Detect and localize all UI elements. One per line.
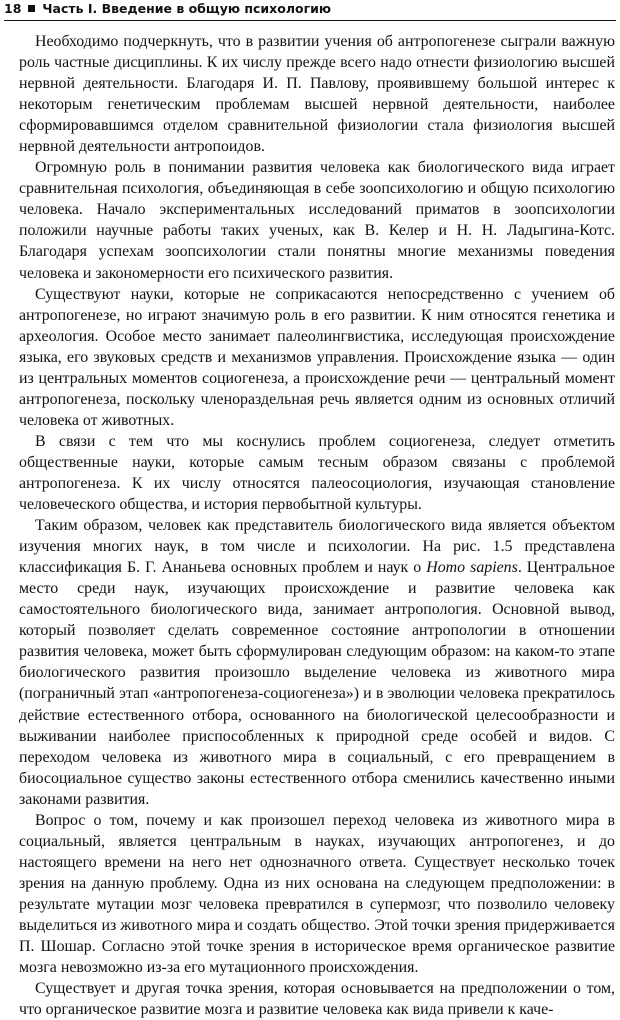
species-name: Homo sapiens [426,559,518,577]
square-bullet-icon [28,5,35,12]
paragraph-5-part-1: Таким образом, человек как представитель биологического вида является объектом изучения многих наук, в том числе и психологии. На рис. 1.5 представлена классификация Б. Г. Ананьева основных проблем и наук о [19,517,615,577]
running-head [4,0,616,21]
page-number: 18 [4,1,22,16]
chapter-title: Часть I. Введение в общую психологию [42,1,332,16]
paragraph-2: Огромную роль в понимании развития человека как биологического вида играет сравнительная психология, объединяющая в себе зоопсихологию и общую психологию человека. Начало экспериментальных исследований приматов в зоопсихологии положили научные работы таких ученых, как В. Келер и Н. Н. Ладыгина-Котс. Благодаря успехам зоопсихологии стали понятны многие механизмы поведения человека и закономерности его психического развития. [19,159,615,282]
body-text [19,31,615,1020]
paragraph-3: Существуют науки, которые не соприкасаются непосредственно с учением об антропогенезе, но играют значимую роль в его развитии. К ним относятся генетика и археология. Особое место занимает палеолингвистика, исследующая происхождение языка, его звуковых средств и механизмов управления. Происхождение языка — один из центральных моментов социогенеза, а происхождение речи — центральный момент антропогенеза, поскольку членораздельная речь является одним из основных отличий человека от животных. [19,285,615,429]
paragraph-7: Существует и другая точка зрения, которая основывается на предположении о том, что органическое развитие мозга и развитие человека как вида привели к каче- [19,980,615,1019]
paragraph-1: Необходимо подчеркнуть, что в развитии учения об антропогенезе сыграли важную роль частные дисциплины. К их числу прежде всего надо отнести физиологию высшей нервной деятельности. Благодаря И. П. Павлову, проявившему большой интерес к некоторым генетическим проблемам высшей нервной деятельности, наиболее сформировавшимся отделом сравнительной физиологии стала физиология высшей нервной деятельности антропоидов. [19,33,615,156]
paragraph-4: В связи с тем что мы коснулись проблем социогенеза, следует отметить общественные науки, которые самым тесным образом связаны с проблемой антропогенеза. К их числу относятся палеосоциология, изучающая становление человеческого общества, и история первобытной культуры. [19,432,615,514]
paragraph-5 [19,515,615,810]
paragraph-6: Вопрос о том, почему и как произошел переход человека из животного мира в социальный, является центральным в науках, изучающих антропогенез, и до настоящего времени на него нет однозначного ответа. Существует несколько точек зрения на данную проблему. Одна из них основана на следующем предположении: в результате мутации мозг человека превратился в супермозг, что позволило человеку выделиться из животного мира и создать общество. Этой точки зрения придерживается П. Шошар. Согласно этой точке зрения в историческое время органическое развитие мозга невозможно из-за его мутационного происхождения. [19,811,615,977]
paragraph-5-part-2: . Центральное место среди наук, изучающих происхождение и развитие человека как самостоятельного биологического вида, занимает антропология. Основной вывод, который позволяет сделать современное состояние антропологии в отношении развития человека, может быть сформулирован следующим образом: на каком-то этапе биологического развития произошло выделение человека из животного мира (пограничный этап «антропогенеза-социогенеза») и в эволюции человека прекратилось действие естественного отбора, основанного на биологической целесообразности и выживании наиболее приспособленных к природной среде особей и видов. С переходом человека из животного мира в социальный, с его превращением в биосоциальное существо законы естественного отбора сменились качественно иными законами развития. [19,559,615,808]
